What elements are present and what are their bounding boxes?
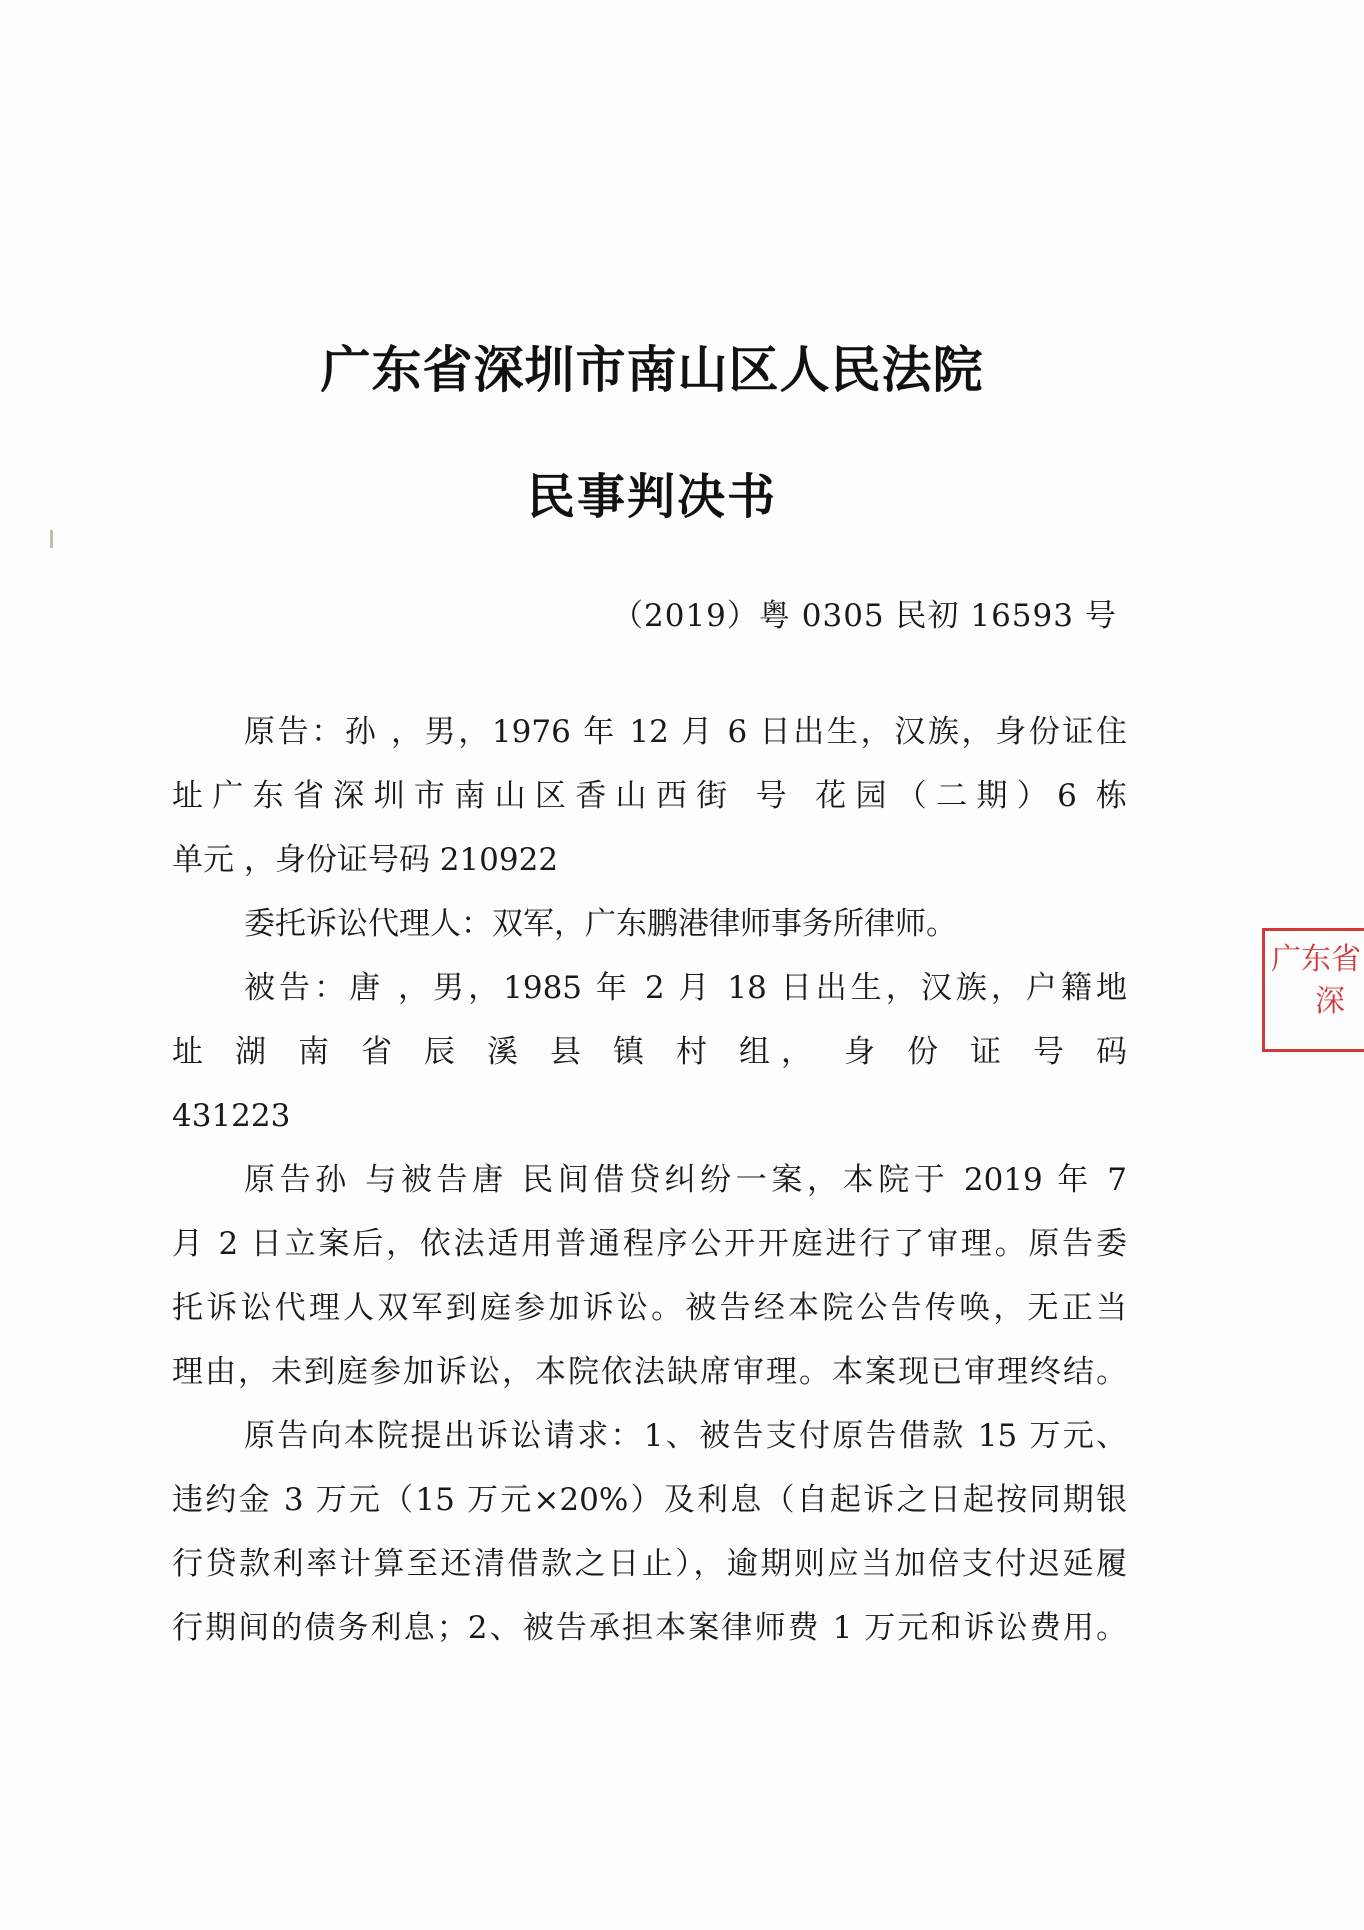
text-line: 委托诉讼代理人：双军，广东鹏港律师事务所律师。 xyxy=(244,906,957,942)
text-line: 违约金 3 万元（15 万元×20%）及利息（自起诉之日起按同期银 xyxy=(172,1482,1127,1518)
document-type-heading: 民事判决书 xyxy=(526,469,777,525)
defendant-paragraph xyxy=(172,956,1127,1148)
case-number: （2019）粤 0305 民初 16593 号 xyxy=(612,598,1117,634)
text-line: 原告：孙 ，男，1976 年 12 月 6 日出生，汉族，身份证住 xyxy=(244,714,1127,750)
edge-mark xyxy=(50,530,53,548)
text-line: 被告：唐 ，男，1985 年 2 月 18 日出生，汉族，户籍地 xyxy=(244,970,1127,1006)
text-line: 单元 ，身份证号码 210922 xyxy=(172,842,559,878)
text-line: 址广东省深圳市南山区香山西街 号 花园（二期）6 栋 xyxy=(172,778,1127,814)
text-line: 址 湖 南 省 辰 溪 县 镇 村 组， 身 份 证 号 码 xyxy=(172,1034,1127,1070)
court-name-heading: 广东省深圳市南山区人民法院 xyxy=(320,340,984,399)
text-line: 原告孙 与被告唐 民间借贷纠纷一案，本院于 2019 年 7 xyxy=(244,1162,1127,1198)
stamp-text: 广东省 xyxy=(1271,942,1361,977)
text-line: 托诉讼代理人双军到庭参加诉讼。被告经本院公告传唤，无正当 xyxy=(172,1290,1127,1326)
stamp-text: 深 xyxy=(1315,984,1345,1019)
text-line: 原告向本院提出诉讼请求：1、被告支付原告借款 15 万元、 xyxy=(244,1418,1127,1454)
text-line: 月 2 日立案后，依法适用普通程序公开开庭进行了审理。原告委 xyxy=(172,1226,1127,1262)
text-line: 431223 xyxy=(172,1098,291,1134)
text-line: 行贷款利率计算至还清借款之日止），逾期则应当加倍支付迟延履 xyxy=(172,1546,1127,1582)
case-summary-paragraph xyxy=(172,1148,1127,1404)
agent-paragraph xyxy=(172,892,1127,956)
claims-paragraph xyxy=(172,1404,1127,1660)
plaintiff-paragraph xyxy=(172,700,1127,892)
judgment-body xyxy=(172,700,1127,1660)
court-seal-stamp xyxy=(1262,928,1364,1052)
text-line: 理由，未到庭参加诉讼，本院依法缺席审理。本案现已审理终结。 xyxy=(172,1354,1127,1390)
text-line: 行期间的债务利息；2、被告承担本案律师费 1 万元和诉讼费用。 xyxy=(172,1610,1127,1646)
